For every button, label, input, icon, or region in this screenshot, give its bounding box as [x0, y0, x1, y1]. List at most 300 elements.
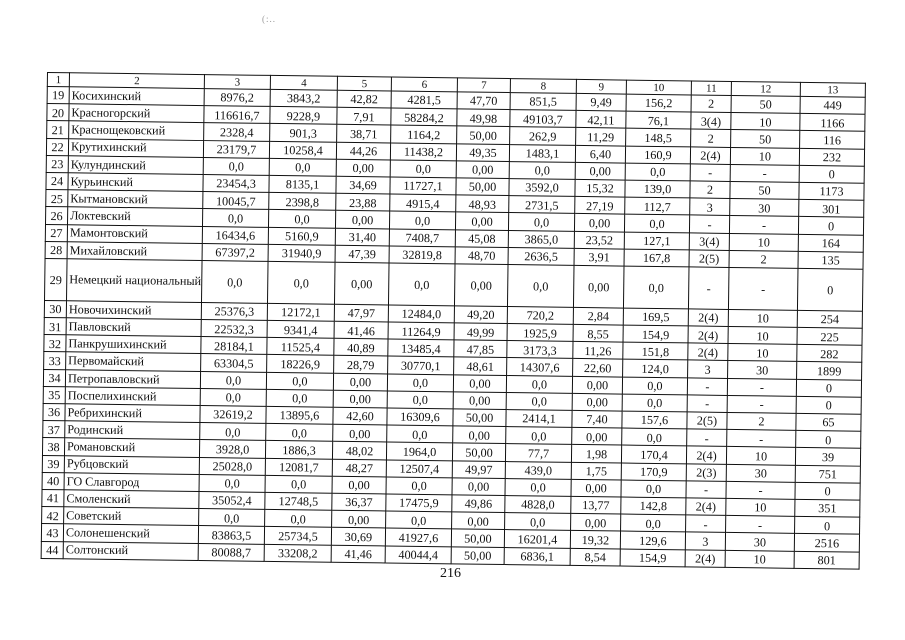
value-cell-col-12: 2: [727, 412, 796, 430]
value-cell-col-6: 40044,4: [385, 545, 451, 563]
row-number-cell: 32: [44, 335, 66, 352]
value-cell-col-3: 0,0: [200, 423, 266, 441]
district-name-cell: Михайловский: [67, 241, 202, 260]
value-cell-col-12: 10: [726, 498, 795, 516]
value-cell-col-9: 9,49: [576, 93, 626, 111]
value-cell-col-3: 8976,2: [204, 89, 270, 107]
value-cell-col-6: 41927,6: [385, 528, 451, 546]
value-cell-col-7: 48,70: [455, 247, 508, 265]
value-cell-col-13: 65: [796, 413, 861, 431]
value-cell-col-12: 30: [725, 533, 794, 551]
value-cell-col-5: 44,26: [336, 142, 390, 160]
value-cell-col-7: 50,00: [456, 178, 509, 196]
row-number-cell: 30: [44, 300, 66, 317]
value-cell-col-8: 0,0: [505, 513, 571, 531]
value-cell-col-4: 901,3: [270, 124, 337, 142]
column-header-11: 11: [691, 81, 731, 96]
value-cell-col-10: 76,1: [626, 111, 691, 129]
value-cell-col-3: 0,0: [203, 157, 269, 175]
value-cell-col-12: -: [727, 378, 796, 396]
value-cell-col-9: 0,00: [575, 162, 625, 180]
value-cell-col-5: 48,27: [332, 459, 386, 477]
value-cell-col-7: 45,08: [455, 229, 508, 247]
value-cell-col-7: 50,00: [451, 529, 504, 547]
value-cell-col-4: 12748,5: [265, 492, 332, 510]
row-number-cell: 29: [45, 258, 68, 300]
row-number-cell: 35: [43, 386, 65, 403]
value-cell-col-5: 41,46: [334, 321, 388, 339]
value-cell-col-10: 151,8: [623, 342, 688, 360]
value-cell-col-11: 3(4): [691, 112, 731, 130]
value-cell-col-4: 31940,9: [268, 244, 335, 262]
value-cell-col-7: 49,99: [454, 323, 507, 341]
value-cell-col-13: 1166: [800, 114, 865, 132]
value-cell-col-9: 27,19: [575, 197, 625, 215]
row-number-cell: 41: [42, 489, 64, 506]
value-cell-col-10: 112,7: [625, 197, 690, 215]
value-cell-col-9: 7,40: [572, 410, 622, 428]
district-name-cell: Новочихинский: [66, 301, 201, 320]
value-cell-col-7: 48,93: [456, 195, 509, 213]
value-cell-col-6: 32819,8: [389, 246, 455, 264]
value-cell-col-13: 2516: [794, 534, 859, 552]
value-cell-col-10: 127,1: [624, 232, 689, 250]
value-cell-col-10: 0,0: [621, 514, 686, 532]
value-cell-col-8: 439,0: [505, 461, 571, 479]
value-cell-col-13: 135: [798, 251, 863, 269]
value-cell-col-7: 50,00: [453, 409, 506, 427]
value-cell-col-7: 49,20: [454, 306, 507, 324]
value-cell-col-12: -: [727, 430, 796, 448]
district-name-cell: Косихинский: [69, 87, 204, 106]
row-number-cell: 40: [42, 472, 64, 489]
value-cell-col-10: 170,9: [621, 463, 686, 481]
value-cell-col-13: 225: [797, 327, 862, 345]
value-cell-col-12: 10: [729, 233, 798, 251]
column-header-7: 7: [457, 78, 510, 93]
value-cell-col-9: 0,00: [572, 393, 622, 411]
value-cell-col-8: 0,0: [506, 375, 572, 393]
value-cell-col-10: 0,0: [624, 214, 689, 232]
value-cell-col-9: 0,00: [571, 479, 621, 497]
value-cell-col-9: 2,84: [573, 307, 623, 325]
value-cell-col-5: 31,40: [335, 228, 389, 246]
value-cell-col-9: 1,98: [571, 445, 621, 463]
row-number-cell: 28: [45, 241, 67, 258]
column-header-10: 10: [626, 80, 691, 95]
value-cell-col-8: 0,0: [505, 478, 571, 496]
value-cell-col-10: 160,9: [625, 146, 690, 164]
value-cell-col-6: 11264,9: [388, 322, 454, 340]
value-cell-col-4: 9228,9: [270, 107, 337, 125]
value-cell-col-4: 11525,4: [267, 338, 334, 356]
value-cell-col-9: 19,32: [570, 531, 620, 549]
value-cell-col-9: 8,54: [570, 548, 620, 566]
value-cell-col-5: 47,39: [335, 245, 389, 263]
value-cell-col-10: 124,0: [623, 359, 688, 377]
value-cell-col-3: 25376,3: [201, 302, 267, 320]
row-number-cell: 43: [41, 524, 63, 541]
page-number: 216: [440, 566, 461, 581]
value-cell-col-3: 83863,5: [198, 526, 264, 544]
district-name-cell: ГО Славгород: [64, 473, 199, 492]
value-cell-col-5: 0,00: [332, 510, 386, 528]
row-number-cell: 34: [43, 369, 65, 386]
value-cell-col-5: 0,00: [335, 211, 389, 229]
value-cell-col-12: 30: [730, 199, 799, 217]
value-cell-col-8: 6836,1: [504, 547, 570, 565]
value-cell-col-9: 0,00: [574, 214, 624, 232]
value-cell-col-9: 15,32: [575, 179, 625, 197]
value-cell-col-6: 0,0: [386, 477, 452, 495]
value-cell-col-10: 0,0: [623, 266, 689, 309]
value-cell-col-6: 0,0: [390, 160, 456, 178]
column-header-9: 9: [576, 79, 626, 94]
row-number-cell: 26: [46, 207, 68, 224]
value-cell-col-13: 0: [797, 268, 863, 311]
district-name-cell: Петропавловский: [65, 369, 200, 388]
value-cell-col-13: 39: [795, 448, 860, 466]
value-cell-col-7: 49,98: [457, 109, 510, 127]
value-cell-col-3: 0,0: [200, 371, 266, 389]
district-name-cell: Первомайский: [66, 352, 201, 371]
value-cell-col-7: 0,00: [456, 161, 509, 179]
district-name-cell: Локтевский: [68, 207, 203, 226]
row-number-cell: 44: [41, 541, 63, 558]
value-cell-col-11: -: [686, 515, 726, 533]
value-cell-col-9: 13,77: [571, 496, 621, 514]
value-cell-col-4: 12172,1: [267, 303, 334, 321]
column-header-5: 5: [337, 76, 391, 91]
value-cell-col-6: 58284,2: [391, 108, 457, 126]
row-number-cell: 19: [47, 87, 69, 104]
value-cell-col-6: 7408,7: [389, 228, 455, 246]
value-cell-col-13: 0: [795, 516, 860, 534]
value-cell-col-4: 25734,5: [264, 527, 331, 545]
value-cell-col-11: 2: [690, 181, 730, 199]
value-cell-col-13: 0: [795, 482, 860, 500]
value-cell-col-11: -: [687, 395, 727, 413]
value-cell-col-8: 49103,7: [510, 110, 576, 128]
value-cell-col-7: 49,35: [456, 143, 509, 161]
value-cell-col-6: 1164,2: [391, 125, 457, 143]
value-cell-col-6: 0,0: [389, 211, 455, 229]
row-number-cell: 38: [42, 438, 64, 455]
value-cell-col-7: 47,70: [457, 92, 510, 110]
value-cell-col-13: 164: [798, 234, 863, 252]
value-cell-col-6: 4281,5: [391, 91, 457, 109]
district-name-cell: Солтонский: [63, 541, 198, 560]
value-cell-col-11: 2(5): [689, 250, 729, 268]
value-cell-col-11: -: [688, 267, 729, 310]
value-cell-col-4: 0,0: [266, 389, 333, 407]
value-cell-col-6: 13485,4: [388, 339, 454, 357]
value-cell-col-11: 2(5): [687, 412, 727, 430]
value-cell-col-5: 40,89: [334, 339, 388, 357]
value-cell-col-12: 30: [726, 464, 795, 482]
value-cell-col-10: 157,6: [622, 411, 687, 429]
value-cell-col-9: 11,29: [576, 128, 626, 146]
value-cell-col-8: 77,7: [505, 444, 571, 462]
value-cell-col-5: 41,46: [331, 545, 385, 563]
value-cell-col-11: 3(4): [689, 232, 729, 250]
value-cell-col-3: 63304,5: [201, 354, 267, 372]
row-number-cell: 22: [46, 138, 68, 155]
value-cell-col-6: 12507,4: [386, 460, 452, 478]
value-cell-col-10: 139,0: [625, 180, 690, 198]
value-cell-col-7: 47,85: [454, 340, 507, 358]
value-cell-col-3: 23179,7: [203, 140, 269, 158]
row-number-cell: 24: [46, 172, 68, 189]
value-cell-col-7: 0,00: [453, 392, 506, 410]
value-cell-col-3: 116616,7: [204, 106, 270, 124]
row-number-cell: 42: [42, 507, 64, 524]
column-header-6: 6: [391, 77, 457, 92]
value-cell-col-13: 0: [796, 379, 861, 397]
value-cell-col-12: 30: [728, 361, 797, 379]
value-cell-col-5: 23,88: [336, 193, 390, 211]
value-cell-col-12: 50: [731, 95, 800, 113]
value-cell-col-4: 10258,4: [269, 141, 336, 159]
column-header-2: 2: [69, 73, 204, 89]
value-cell-col-10: 148,5: [626, 128, 691, 146]
value-cell-col-8: 851,5: [510, 93, 576, 111]
value-cell-col-10: 169,5: [623, 308, 688, 326]
value-cell-col-12: -: [728, 267, 798, 310]
value-cell-col-5: 42,60: [333, 407, 387, 425]
district-name-cell: Романовский: [64, 438, 199, 457]
column-header-13: 13: [800, 82, 865, 97]
row-number-cell: 21: [47, 121, 69, 138]
value-cell-col-9: 6,40: [575, 145, 625, 163]
value-cell-col-10: 0,0: [622, 428, 687, 446]
row-number-cell: 25: [46, 190, 68, 207]
value-cell-col-7: 49,86: [452, 495, 505, 513]
value-cell-col-6: 11438,2: [390, 143, 456, 161]
value-cell-col-12: -: [729, 216, 798, 234]
value-cell-col-7: 50,00: [451, 546, 504, 564]
value-cell-col-9: 0,00: [572, 428, 622, 446]
value-cell-col-6: 0,0: [387, 374, 453, 392]
value-cell-col-9: 22,60: [573, 359, 623, 377]
value-cell-col-3: 32619,2: [200, 406, 266, 424]
value-cell-col-10: 129,6: [620, 531, 685, 549]
value-cell-col-13: 0: [798, 217, 863, 235]
value-cell-col-7: 0,00: [453, 426, 506, 444]
value-cell-col-13: 254: [797, 310, 862, 328]
value-cell-col-11: -: [686, 481, 726, 499]
row-number-cell: 20: [47, 104, 69, 121]
value-cell-col-6: 30770,1: [388, 356, 454, 374]
value-cell-col-8: 262,9: [510, 127, 576, 145]
value-cell-col-6: 4915,4: [390, 194, 456, 212]
value-cell-col-12: 10: [728, 327, 797, 345]
value-cell-col-6: 0,0: [387, 391, 453, 409]
value-cell-col-7: 49,97: [452, 460, 505, 478]
district-name-cell: Краснощековский: [69, 121, 204, 140]
value-cell-col-5: 36,37: [332, 493, 386, 511]
value-cell-col-11: 2(4): [688, 309, 728, 327]
district-name-cell: Поспелихинский: [65, 387, 200, 406]
value-cell-col-6: 12484,0: [388, 305, 454, 323]
value-cell-col-11: 3: [685, 532, 725, 550]
value-cell-col-12: 10: [730, 147, 799, 165]
row-number-cell: 23: [46, 155, 68, 172]
value-cell-col-9: 0,00: [572, 376, 622, 394]
value-cell-col-6: 0,0: [386, 511, 452, 529]
district-name-cell: Солонешенский: [63, 524, 198, 543]
row-number-cell: 27: [45, 224, 67, 241]
value-cell-col-9: 0,00: [573, 265, 624, 308]
row-number-cell: 31: [44, 318, 66, 335]
value-cell-col-5: 0,00: [332, 476, 386, 494]
value-cell-col-10: 170,4: [621, 445, 686, 463]
value-cell-col-4: 0,0: [269, 158, 336, 176]
value-cell-col-13: 282: [797, 345, 862, 363]
value-cell-col-4: 0,0: [266, 424, 333, 442]
value-cell-col-4: 5160,9: [268, 227, 335, 245]
value-cell-col-11: 2: [691, 129, 731, 147]
district-name-cell: Красногорский: [69, 104, 204, 123]
district-name-cell: Панкрушихинский: [66, 335, 201, 354]
value-cell-col-10: 0,0: [622, 377, 687, 395]
value-cell-col-12: 10: [731, 113, 800, 131]
value-cell-col-7: 50,00: [457, 126, 510, 144]
value-cell-col-12: -: [726, 516, 795, 534]
value-cell-col-8: 14307,6: [507, 358, 573, 376]
value-cell-col-12: 50: [731, 130, 800, 148]
row-number-cell: 39: [42, 455, 64, 472]
value-cell-col-12: 2: [729, 250, 798, 268]
value-cell-col-4: 0,0: [267, 261, 335, 304]
value-cell-col-8: 2414,1: [506, 410, 572, 428]
district-name-cell: Кулундинский: [68, 156, 203, 175]
district-name-cell: Смоленский: [64, 490, 199, 509]
value-cell-col-12: 10: [728, 309, 797, 327]
value-cell-col-9: 23,52: [574, 231, 624, 249]
value-cell-col-5: 0,00: [336, 159, 390, 177]
value-cell-col-11: 2: [691, 95, 731, 113]
value-cell-col-3: 3928,0: [199, 440, 265, 458]
value-cell-col-11: 2(4): [690, 146, 730, 164]
district-name-cell: Крутихинский: [68, 138, 203, 157]
scan-artifact-mark: (:..: [262, 14, 276, 24]
value-cell-col-3: 80088,7: [198, 543, 264, 561]
value-cell-col-8: 2636,5: [508, 247, 574, 265]
district-name-cell: Курьинский: [68, 173, 203, 192]
value-cell-col-5: 28,79: [334, 356, 388, 374]
district-name-cell: Немецкий национальный: [67, 259, 203, 303]
value-cell-col-4: 12081,7: [265, 458, 332, 476]
value-cell-col-3: 23454,3: [203, 174, 269, 192]
value-cell-col-11: -: [689, 215, 729, 233]
value-cell-col-8: 0,0: [506, 427, 572, 445]
value-cell-col-5: 48,02: [332, 442, 386, 460]
value-cell-col-4: 0,0: [266, 372, 333, 390]
value-cell-col-12: 10: [726, 447, 795, 465]
value-cell-col-4: 1886,3: [265, 441, 332, 459]
value-cell-col-5: 34,69: [336, 176, 390, 194]
value-cell-col-6: 16309,6: [387, 408, 453, 426]
value-cell-col-8: 0,0: [508, 213, 574, 231]
value-cell-col-6: 11727,1: [390, 177, 456, 195]
value-cell-col-11: -: [690, 164, 730, 182]
value-cell-col-8: 3173,3: [507, 341, 573, 359]
value-cell-col-11: -: [687, 378, 727, 396]
row-number-cell: 33: [44, 352, 66, 369]
value-cell-col-12: 10: [725, 550, 794, 568]
value-cell-col-4: 33208,2: [264, 544, 331, 562]
value-cell-col-13: 449: [800, 96, 865, 114]
value-cell-col-4: 0,0: [265, 510, 332, 528]
value-cell-col-8: 3865,0: [508, 230, 574, 248]
value-cell-col-13: 0: [796, 431, 861, 449]
value-cell-col-7: 0,00: [453, 374, 506, 392]
value-cell-col-7: 48,61: [454, 357, 507, 375]
value-cell-col-9: 42,11: [576, 111, 626, 129]
district-data-table: [41, 72, 866, 569]
value-cell-col-6: 1964,0: [386, 442, 452, 460]
district-name-cell: Родинский: [65, 421, 200, 440]
value-cell-col-9: 8,55: [573, 324, 623, 342]
value-cell-col-3: 10045,7: [203, 192, 269, 210]
value-cell-col-12: -: [727, 395, 796, 413]
column-header-1: 1: [47, 73, 69, 87]
column-header-4: 4: [270, 75, 337, 90]
value-cell-col-11: 2(4): [688, 343, 728, 361]
district-name-cell: Павловский: [66, 318, 201, 337]
value-cell-col-8: 1483,1: [509, 144, 575, 162]
value-cell-col-8: 3592,0: [509, 178, 575, 196]
value-cell-col-7: 0,00: [455, 212, 508, 230]
value-cell-col-13: 301: [799, 199, 864, 217]
value-cell-col-11: 3: [688, 360, 728, 378]
district-name-cell: Ребрихинский: [65, 404, 200, 423]
value-cell-col-13: 1173: [799, 182, 864, 200]
value-cell-col-13: 1899: [797, 362, 862, 380]
value-cell-col-4: 9341,4: [267, 320, 334, 338]
value-cell-col-5: 42,82: [337, 90, 391, 108]
district-name-cell: Рубцовский: [64, 455, 199, 474]
value-cell-col-11: 3: [690, 198, 730, 216]
value-cell-col-5: 0,00: [334, 262, 389, 305]
value-cell-col-3: 16434,6: [202, 226, 268, 244]
value-cell-col-10: 0,0: [625, 163, 690, 181]
value-cell-col-10: 142,8: [621, 497, 686, 515]
row-number-cell: 37: [43, 421, 65, 438]
value-cell-col-8: 720,2: [507, 306, 573, 324]
value-cell-col-3: 0,0: [199, 474, 265, 492]
value-cell-col-13: 0: [799, 165, 864, 183]
value-cell-col-13: 801: [794, 551, 859, 569]
value-cell-col-8: 4828,0: [505, 495, 571, 513]
value-cell-col-8: 1925,9: [507, 324, 573, 342]
value-cell-col-5: 0,00: [333, 373, 387, 391]
value-cell-col-13: 232: [799, 148, 864, 166]
value-cell-col-10: 154,9: [620, 549, 685, 567]
value-cell-col-11: 2(4): [686, 498, 726, 516]
value-cell-col-3: 0,0: [200, 388, 266, 406]
value-cell-col-10: 167,8: [624, 249, 689, 267]
value-cell-col-13: 351: [795, 499, 860, 517]
value-cell-col-7: 50,00: [452, 443, 505, 461]
column-header-3: 3: [204, 75, 270, 90]
value-cell-col-11: 2(4): [685, 549, 725, 567]
value-cell-col-4: 8135,1: [269, 175, 336, 193]
column-header-8: 8: [510, 79, 576, 94]
value-cell-col-12: -: [726, 481, 795, 499]
table-sheet: [41, 72, 845, 569]
